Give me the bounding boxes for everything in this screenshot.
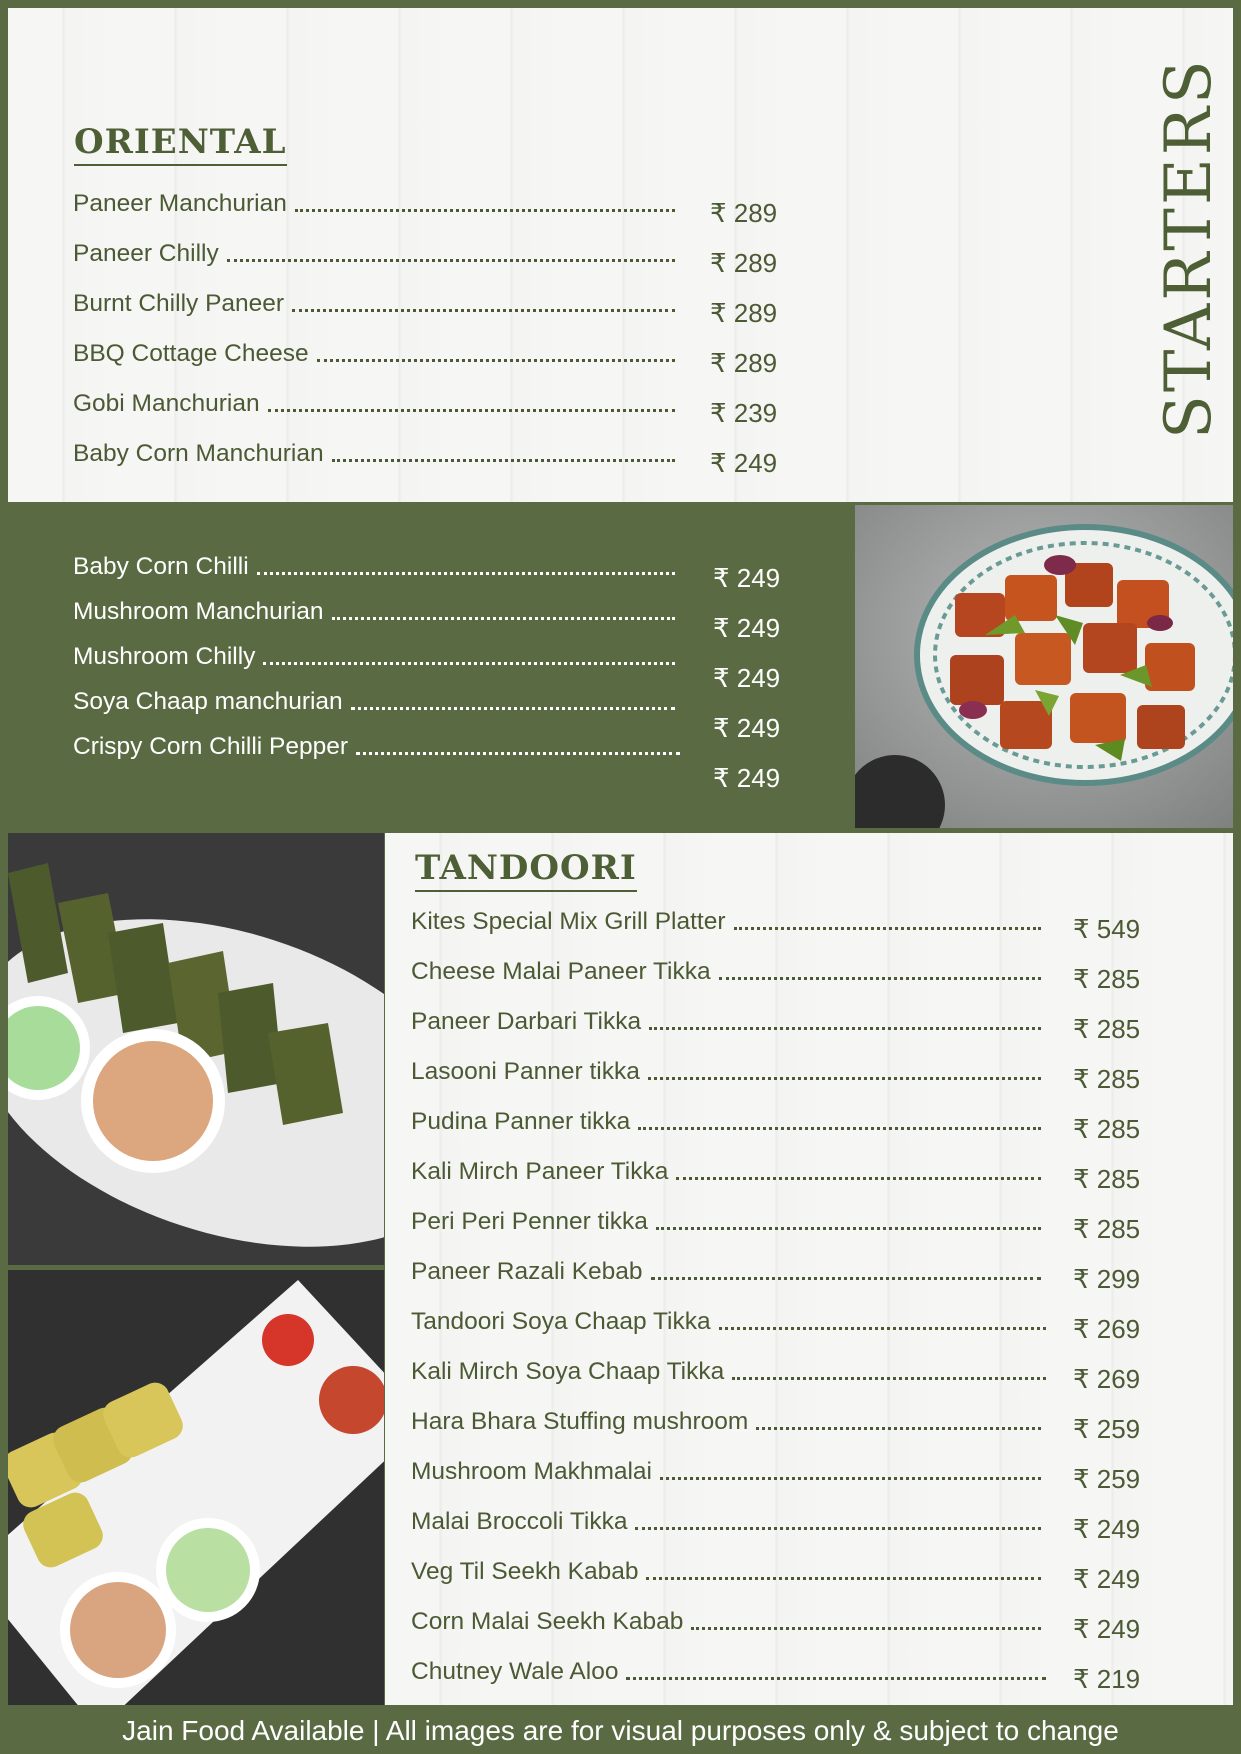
- item-price: ₹ 299: [1073, 1264, 1141, 1294]
- item-price: ₹ 289: [710, 348, 778, 378]
- menu-item: [411, 1258, 1049, 1286]
- menu-item: [73, 688, 683, 716]
- item-price: ₹ 289: [710, 298, 778, 328]
- dot-leader: [635, 1527, 1041, 1530]
- menu-item: [73, 290, 683, 318]
- item-price: ₹ 249: [1073, 1564, 1141, 1594]
- menu-item: [411, 1558, 1049, 1586]
- dot-leader: [648, 1077, 1041, 1080]
- item-price: ₹ 269: [1073, 1314, 1141, 1344]
- item-price: ₹ 269: [1073, 1364, 1141, 1394]
- item-name: Kali Mirch Paneer Tikka: [411, 1158, 669, 1185]
- item-price: ₹ 249: [1073, 1614, 1141, 1644]
- item-name: Crispy Corn Chilli Pepper: [73, 733, 349, 760]
- menu-item: [411, 1658, 1054, 1686]
- item-name: Peri Peri Penner tikka: [411, 1208, 648, 1235]
- menu-item: [411, 1058, 1049, 1086]
- item-price: ₹ 249: [713, 563, 781, 593]
- dot-leader: [660, 1477, 1041, 1480]
- item-name: Pudina Panner tikka: [411, 1108, 631, 1135]
- menu-item: [73, 190, 683, 218]
- item-name: Kites Special Mix Grill Platter: [411, 908, 726, 935]
- item-name: Mushroom Makhmalai: [411, 1458, 652, 1485]
- item-name: BBQ Cottage Cheese: [73, 340, 309, 367]
- item-price: ₹ 289: [710, 248, 778, 278]
- item-price: ₹ 239: [710, 398, 778, 428]
- item-price: ₹ 249: [713, 763, 781, 793]
- item-name: Hara Bhara Stuffing mushroom: [411, 1408, 749, 1435]
- dot-leader: [649, 1027, 1041, 1030]
- item-name: Cheese Malai Paneer Tikka: [411, 958, 711, 985]
- dot-leader: [295, 209, 675, 212]
- dot-leader: [257, 572, 675, 575]
- dot-leader: [227, 259, 675, 262]
- item-name: Baby Corn Chilli: [73, 553, 249, 580]
- dot-leader: [646, 1577, 1041, 1580]
- item-name: Paneer Darbari Tikka: [411, 1008, 642, 1035]
- dot-leader: [263, 662, 675, 665]
- menu-item: [411, 908, 1049, 936]
- item-price: ₹ 285: [1073, 1214, 1141, 1244]
- item-name: Paneer Chilly: [73, 240, 219, 267]
- item-name: Lasooni Panner tikka: [411, 1058, 640, 1085]
- dot-leader: [719, 977, 1041, 980]
- item-name: Tandoori Soya Chaap Tikka: [411, 1308, 711, 1335]
- dot-leader: [317, 359, 675, 362]
- menu-item: [411, 1408, 1049, 1436]
- item-price: ₹ 259: [1073, 1464, 1141, 1494]
- item-name: Paneer Manchurian: [73, 190, 287, 217]
- item-name: Kali Mirch Soya Chaap Tikka: [411, 1358, 725, 1385]
- dot-leader: [332, 459, 675, 462]
- dot-leader: [756, 1427, 1041, 1430]
- dot-leader: [292, 309, 675, 312]
- item-price: ₹ 259: [1073, 1414, 1141, 1444]
- item-price: ₹ 249: [713, 613, 781, 643]
- starters-vertical-title: STARTERS: [1152, 57, 1226, 439]
- hara-bhara-kebab-photo: [8, 833, 384, 1265]
- menu-item: [73, 240, 683, 268]
- menu-item: [73, 440, 683, 468]
- item-price: ₹ 219: [1073, 1664, 1141, 1694]
- menu-item: [411, 958, 1049, 986]
- item-name: Baby Corn Manchurian: [73, 440, 324, 467]
- menu-item: [411, 1008, 1049, 1036]
- item-price: ₹ 285: [1073, 1164, 1141, 1194]
- footer-note: Jain Food Available | All images are for visual purposes only & subject to change: [122, 1715, 1119, 1746]
- menu-item: [411, 1608, 1049, 1636]
- item-name: Gobi Manchurian: [73, 390, 260, 417]
- item-price: ₹ 285: [1073, 964, 1141, 994]
- item-name: Malai Broccoli Tikka: [411, 1508, 628, 1535]
- dot-leader: [651, 1277, 1041, 1280]
- item-name: Mushroom Manchurian: [73, 598, 324, 625]
- menu-item: [73, 340, 683, 368]
- item-price: ₹ 285: [1073, 1064, 1141, 1094]
- dot-leader: [656, 1227, 1041, 1230]
- menu-item: [411, 1358, 1054, 1386]
- item-price: ₹ 285: [1073, 1014, 1141, 1044]
- dot-leader: [626, 1677, 1046, 1680]
- item-price: ₹ 285: [1073, 1114, 1141, 1144]
- dot-leader: [268, 409, 675, 412]
- menu-item: [73, 598, 683, 626]
- oriental-title: ORIENTAL: [74, 122, 287, 166]
- item-price: ₹ 249: [1073, 1514, 1141, 1544]
- dot-leader: [332, 617, 675, 620]
- item-name: Mushroom Chilly: [73, 643, 256, 670]
- menu-item: [411, 1308, 1054, 1336]
- dot-leader: [638, 1127, 1041, 1130]
- paneer-tikka-photo: [8, 1270, 384, 1705]
- menu-item: [411, 1158, 1049, 1186]
- item-name: Veg Til Seekh Kabab: [411, 1558, 639, 1585]
- menu-item: [73, 553, 683, 581]
- dot-leader: [719, 1327, 1046, 1330]
- dot-leader: [356, 752, 680, 755]
- item-price: ₹ 249: [710, 448, 778, 478]
- item-price: ₹ 549: [1073, 914, 1141, 944]
- item-name: Soya Chaap manchurian: [73, 688, 343, 715]
- menu-item: [411, 1508, 1049, 1536]
- menu-item: [73, 733, 688, 761]
- item-name: Paneer Razali Kebab: [411, 1258, 643, 1285]
- menu-item: [73, 643, 683, 671]
- dot-leader: [732, 1377, 1046, 1380]
- item-price: ₹ 249: [713, 713, 781, 743]
- dot-leader: [691, 1627, 1041, 1630]
- menu-item: [73, 390, 683, 418]
- item-price: ₹ 289: [710, 198, 778, 228]
- menu-item: [411, 1208, 1049, 1236]
- dot-leader: [351, 707, 675, 710]
- dot-leader: [734, 927, 1041, 930]
- item-price: ₹ 249: [713, 663, 781, 693]
- menu-item: [411, 1108, 1049, 1136]
- item-name: Burnt Chilly Paneer: [73, 290, 285, 317]
- item-name: Corn Malai Seekh Kabab: [411, 1608, 684, 1635]
- dot-leader: [676, 1177, 1041, 1180]
- tandoori-title: TANDOORI: [415, 848, 637, 892]
- item-name: Chutney Wale Aloo: [411, 1658, 619, 1685]
- menu-item: [411, 1458, 1049, 1486]
- chilli-paneer-photo: [855, 505, 1233, 828]
